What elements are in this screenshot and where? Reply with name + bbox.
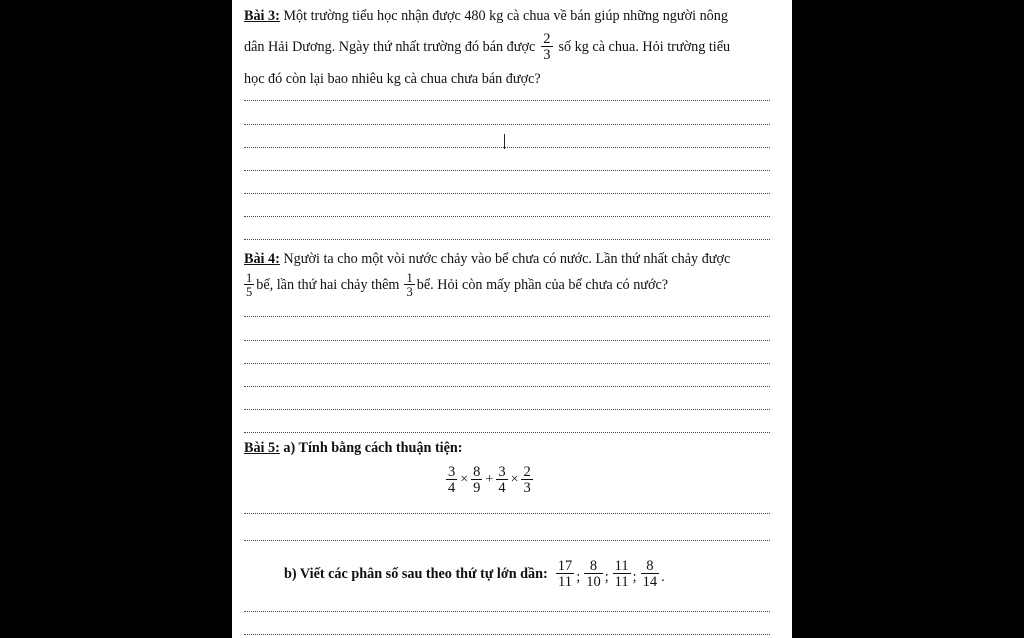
plus-sign: + <box>485 472 494 487</box>
bai3-line1 <box>244 7 728 25</box>
fraction-numerator: 2 <box>523 463 531 480</box>
bai4-line1 <box>244 250 730 268</box>
expr-fraction <box>471 465 482 496</box>
bai4-label: Bài 4: <box>244 251 280 267</box>
answer-line[interactable] <box>244 170 770 171</box>
end-period: . <box>661 569 665 585</box>
fraction-denominator: 10 <box>586 574 601 590</box>
answer-line[interactable] <box>244 363 770 364</box>
answer-line[interactable] <box>244 316 770 317</box>
answer-line[interactable] <box>244 193 770 194</box>
answer-line[interactable] <box>244 386 770 387</box>
fraction-2-3 <box>541 32 552 63</box>
answer-line[interactable] <box>244 147 770 148</box>
fraction-numerator: 17 <box>557 557 573 574</box>
bai5-line1 <box>244 439 463 457</box>
multiply-sign: × <box>510 472 519 487</box>
multiply-sign: × <box>460 472 469 487</box>
bai5-expression <box>444 460 535 500</box>
fraction-denominator: 4 <box>498 480 506 496</box>
fraction-denominator: 3 <box>543 47 551 63</box>
fraction-denominator: 5 <box>246 285 253 299</box>
bai5-a-title: a) Tính bằng cách thuận tiện: <box>283 440 463 456</box>
answer-line[interactable] <box>244 100 770 101</box>
bai3-text2b: số kg cà chua. Hỏi trường tiểu <box>558 39 731 55</box>
answer-line[interactable] <box>244 409 770 410</box>
bai3-label: Bài 3: <box>244 8 280 24</box>
bai3-line2 <box>244 29 730 65</box>
worksheet-page <box>232 0 792 638</box>
fraction-denominator: 9 <box>473 480 481 496</box>
fraction-numerator: 8 <box>473 463 481 480</box>
fraction-denominator: 11 <box>558 574 572 590</box>
bai5-label: Bài 5: <box>244 440 280 456</box>
fraction-numerator: 8 <box>589 557 598 574</box>
bai5-b-line <box>284 554 665 594</box>
bai5-b-title: b) Viết các phân số sau theo thứ tự lớn dần: <box>284 566 548 582</box>
answer-line[interactable] <box>244 540 770 541</box>
bai3-line3: học đó còn lại bao nhiêu kg cà chua chưa bán được? <box>244 71 541 87</box>
answer-line[interactable] <box>244 216 770 217</box>
separator: ; <box>576 569 581 585</box>
fraction-denominator: 11 <box>614 574 629 590</box>
fraction-numerator: 8 <box>646 557 654 574</box>
bai4-text2b: bể. Hỏi còn mấy phần của bể chưa có nước? <box>416 277 669 293</box>
answer-line[interactable] <box>244 124 770 125</box>
fraction-denominator: 4 <box>448 480 456 496</box>
fraction-1-5 <box>244 272 254 299</box>
fraction-numerator: 3 <box>448 463 456 480</box>
answer-line[interactable] <box>244 634 770 635</box>
fraction-1-3 <box>404 272 414 299</box>
fraction-numerator: 3 <box>498 463 506 480</box>
fraction-numerator: 2 <box>543 30 551 47</box>
order-fraction <box>584 559 603 590</box>
fraction-denominator: 3 <box>523 480 531 496</box>
fraction-denominator: 3 <box>406 285 413 299</box>
order-fraction <box>556 559 575 590</box>
fraction-numerator: 1 <box>406 270 413 285</box>
fraction-numerator: 1 <box>246 270 253 285</box>
fraction-denominator: 14 <box>642 574 658 590</box>
expr-fraction <box>521 465 532 496</box>
answer-line[interactable] <box>244 432 770 433</box>
bai4-text1: Người ta cho một vòi nước chảy vào bể chưa có nước. Lần thứ nhất chảy được <box>283 251 731 267</box>
expr-fraction <box>496 465 507 496</box>
bai4-line2 <box>244 267 668 303</box>
order-fraction <box>613 559 631 590</box>
bai3-text1: Một trường tiểu học nhận được 480 kg cà chua về bán giúp những người nông <box>283 8 728 24</box>
text-cursor <box>504 134 505 149</box>
fraction-numerator: 11 <box>614 557 629 574</box>
expr-fraction <box>446 465 457 496</box>
separator: ; <box>632 569 637 585</box>
order-fraction <box>641 559 660 590</box>
separator: ; <box>604 569 609 585</box>
bai3-text2a: dân Hải Dương. Ngày thứ nhất trường đó bán được <box>244 39 536 55</box>
bai4-text2a: bể, lần thứ hai chảy thêm <box>256 277 400 293</box>
answer-line[interactable] <box>244 340 770 341</box>
answer-line[interactable] <box>244 513 770 514</box>
answer-line[interactable] <box>244 611 770 612</box>
answer-line[interactable] <box>244 239 770 240</box>
